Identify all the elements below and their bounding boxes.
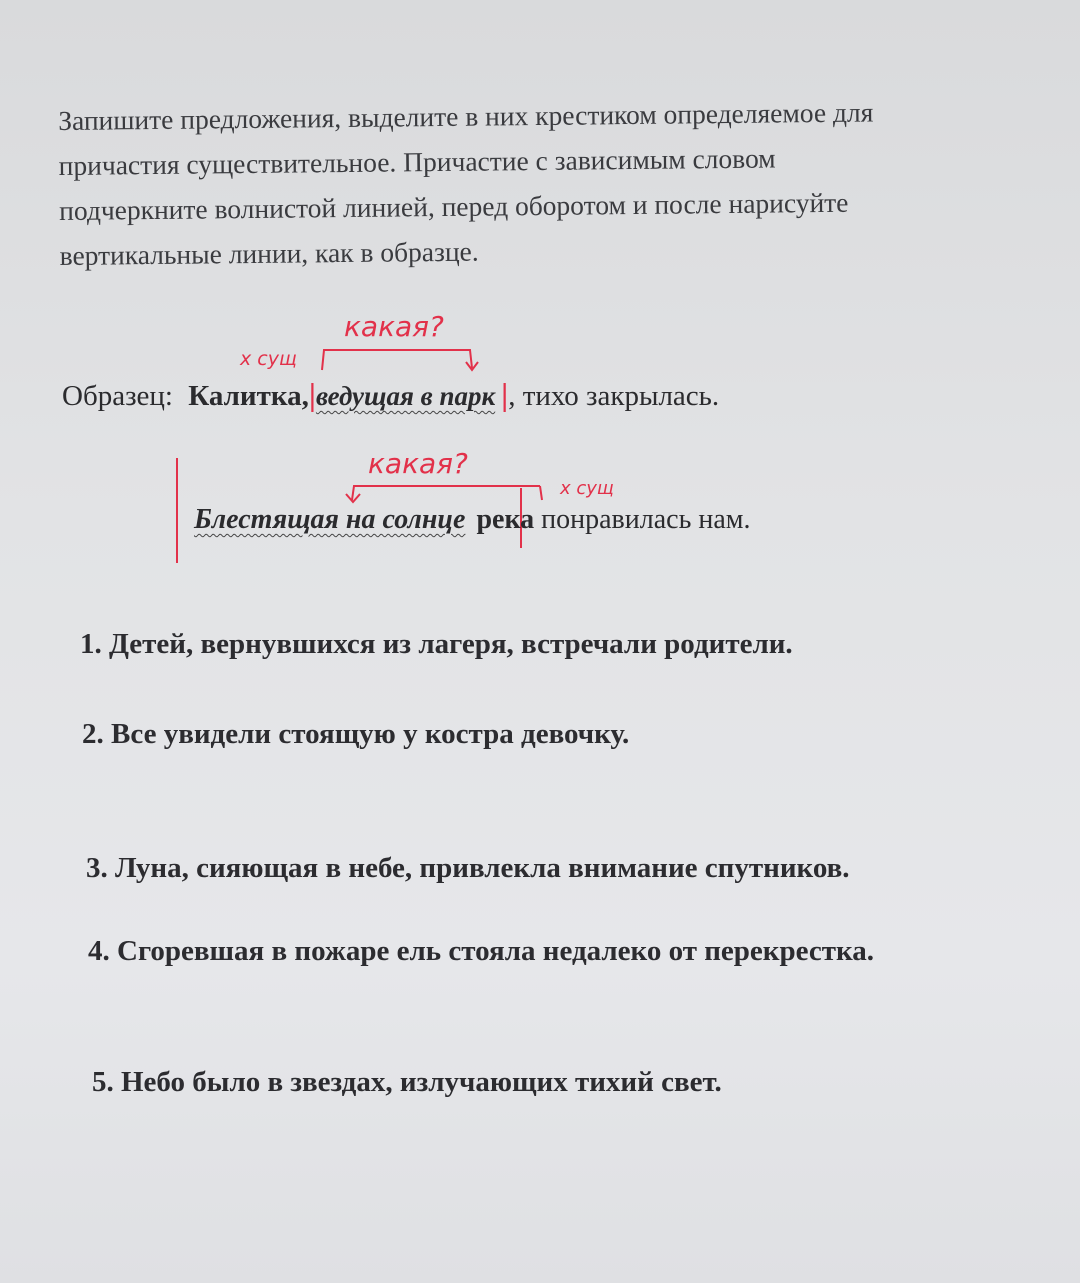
sample-noun: Калитка,: [188, 380, 309, 412]
sample-sentence: [62, 376, 719, 413]
instruction-line-1: Запишите предложения, выделите в них крестиком определяемое для: [58, 96, 874, 136]
instruction-line-4: вертикальные линии, как в образце.: [59, 235, 479, 271]
exercise-item-4: 4. Сгоревшая в пожаре ель стояла недалеко от перекрестка.: [88, 935, 875, 967]
exercise-item-1: 1. Детей, вернувшихся из лагеря, встречали родители.: [80, 628, 793, 660]
exercise-item-2: 2. Все увидели стоящую у костра девочку.: [82, 718, 630, 750]
sample-phrase: ведущая в парк: [315, 381, 496, 411]
instruction-line-3: подчеркните волнистой линией, перед оборотом и после нарисуйте: [59, 186, 849, 226]
example2-noun-mark: х сущ: [560, 478, 614, 499]
example2-phrase: Блестящая на солнце: [194, 504, 466, 535]
example2-noun: река: [476, 504, 535, 535]
sample-bar-left: |: [308, 376, 316, 412]
example2-rest: понравилась нам.: [541, 504, 751, 535]
example2-sentence: [194, 504, 751, 536]
sample-noun-mark: х сущ: [240, 348, 297, 370]
sample-arrow-bracket: [318, 340, 483, 380]
example2-bar-left: [176, 458, 178, 563]
sample-label: Образец:: [62, 380, 173, 412]
instruction-text: [58, 87, 1068, 271]
instruction-line-2: причастия существительное. Причастие с зависимым словом: [58, 142, 776, 181]
sample-rest: , тихо закрылась.: [508, 380, 720, 412]
exercise-item-3: 3. Луна, сияющая в небе, привлекла внимание спутников.: [86, 852, 850, 884]
example2-question-note: какая?: [368, 447, 468, 480]
sample-bar-right: |: [501, 376, 509, 412]
exercise-item-5: 5. Небо было в звездах, излучающих тихий свет.: [92, 1066, 722, 1098]
sample-question-note: какая?: [344, 310, 444, 343]
